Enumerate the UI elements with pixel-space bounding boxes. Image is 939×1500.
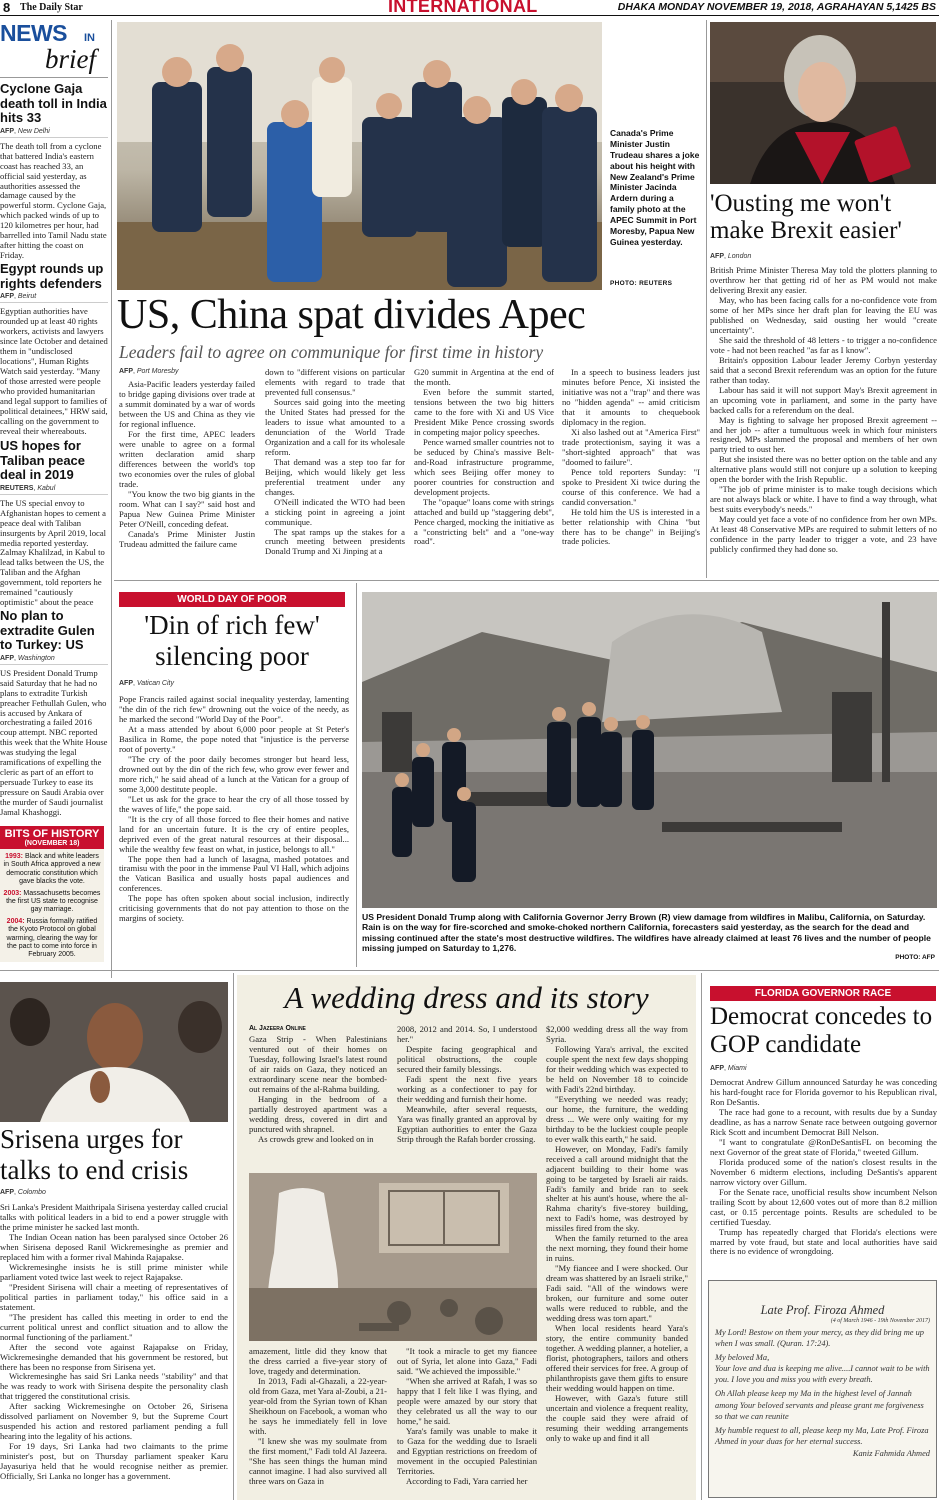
brief-title: Cyclone Gaja death toll in India hits 33 (0, 82, 107, 126)
brief-item (0, 262, 108, 439)
florida-byline: AFP, Miami (710, 1065, 747, 1072)
bits-of-history (0, 826, 104, 962)
wedding-bottom-col-2: "It took a miracle to get my fiancee out of Syria, let alone into Gaza," Fadi said. "We achieved the impossible." "When she arrived at Rafah, I was so happy that I felt like I was flying, and people were amazed by our story that they celebrated us all the way to our home," he said. Yara's family was unable to make it to Gaza for the wedding due to Israeli and Egyptian restrictions on freedom of movement in the occupied Palestinian Territories. According to Fadi, Yara carried her (397, 1347, 537, 1486)
wildfire-caption: US President Donald Trump along with California Governor Jerry Brown (R) view damage from wildfires in Malibu, California, on Saturday. Rain is on the way for fire-scorched and smoke-choked northern California, forecasters said yesterday, as the search for the dead and missing continued after the state's most destructive wildfires. The wildfires have already claimed at least 76 lives and the number of people missing jumped on Saturday to 1,276. (362, 912, 931, 954)
pope-byline: AFP, Vatican City (119, 680, 174, 687)
memorial-title: Late Prof. Firoza Ahmed (760, 1303, 885, 1317)
apec-col-3: G20 summit in Argentina at the end of the month. Even before the summit started, tensions between the two big hitters came to the fore with Xi and US Vice President Mike Pence crossing swords in competing major policy speeches. Pence warned smaller countries not to be seduced by China's massive Belt-and-Road infrastructure programme, which sees Beijing offer money to poorer countries for construction and development projects. The "opaque" loans come with strings attached and build up "staggering debt", Pence charged, mocking the initiative as a "constricting belt" and a "one-way road". (414, 368, 554, 547)
wedding-byline: Al Jazeera Online (249, 1025, 306, 1032)
brief-body: The death toll from a cyclone that battered India's eastern coast has reached 33, an official said yesterday, as authorities assessed the damage caused by the powerful storm. Cyclone Gaja, which packed winds of up to 120 kilometres per hour, had barrelled into Tamil Nadu state after hitting the coast on Friday. (0, 140, 107, 261)
pope-kicker: WORLD DAY OF POOR (119, 592, 345, 607)
brief-items (0, 82, 108, 824)
brief-body: The US special envoy to Afghanistan hopes to cement a peace deal with Taliban insurgents by April 2019, local media reported yesterday. Zalmay Khalilzad, in Kabul to lead talks between the US, the Taliban and the Afghan government, told reporters he remained "cautiously optimistic" about the peace (0, 497, 107, 608)
wedding-bottom-col-1: amazement, little did they know that the dress carried a five-year story of love, tragedy and determination. In 2013, Fadi al-Ghazali, a 22-year-old from Gaza, met Yara al-Zoubi, a 21-year-old from the Syrian town of Khan Sheikhoun on Facebook, a woman who he says he immediately fell in love with. "I knew she was my soulmate from the first moment," Fadi told Al Jazeera. "She has seen things the human mind cannot imagine. I had also survived all three wars on Gaza in (249, 1347, 387, 1486)
brief-item (0, 609, 108, 824)
apec-col-1: Asia-Pacific leaders yesterday failed to bridge gaping divisions over trade at a summit dominated by a war of words between the US and China as they vie for regional influence. For the first time, APEC leaders were unable to agree on a formal written declaration amid sharp differences between the world's top two economies over the rules of global trade. "You know the two big giants in the room. What can I say?" said host and Papua New Guinea Prime Minister Peter O'Neill, conceding defeat. Canada's Prime Minister Justin Trudeau admitted the failure came (119, 380, 255, 549)
wedding-col-3: $2,000 wedding dress all the way from Syria. Following Yara's arrival, the excited couple spent the next few days shopping for their wedding which was expected to be held on November 18 to coincide with Fadi's 22nd birthday. "Everything we needed was ready; our home, the furniture, the wedding dress ... We were only waiting for my birthday to be the luckiest couple people to ever walk this earth," he said. However, on Monday, Fadi's family received a call around midnight that the adjacent building to their home was going to be targeted by Israeli air raids. Fadi's family and bride ran to seek shelter at his aunt's house, where the al-Rahma charity's five-storey building, next to Fadi's home, was destroyed by missiles fired from the sky. When the family returned to the area the next morning, they found their home in ruins. "My fiancee and I were shocked. Our dream was shattered by an Israeli strike," Fadi said. "All of the windows were broken, our furniture and some outer walls were reduced to rubble, and the wedding dress was torn apart." When local residents heard Yara's story, the entire community banded together. A wedding planner, a hotelier, a florist, photographers, tailors and others offered their services for free. A group of philanthropists gave them gifts to ensure their wedding would happen on time. However, with Gaza's future still uncertain and violence a frequent reality, the couple said they were afraid of resuming their wedding arrangements only to wake up and find it all (546, 1025, 688, 1443)
florida-headline: Democrat concedes to GOP candidate (710, 1003, 933, 1058)
byline: AFP, Washington (0, 655, 108, 665)
history-header (0, 826, 104, 849)
sirisena-body: Sri Lanka's President Maithripala Sirisena yesterday called crucial talks with political leaders in a bid to end a power struggle with the prime minister he sacked last month. The Indian Ocean nation has been paralysed since October 26 when Sirisena deposed Ranil Wickremesinghe as premier and replaced him with a former rival Mahinda Rajapakse. Wickremesinghe insists he is still prime minister while parliament voted twice last week to reject Rajapakse. "President Sirisena will chair a meeting of representatives of political parties in parliament today," his office said in a statement. "The president has called this meeting in order to end the current political unrest and conflict situation and to allow the normal functioning of the parliament." After the second vote against Rajapakse on Friday, Wickremesinghe demanded that his government be restored, but there has been no response from Sirisena yet. Wickremesinghe has said Sri Lanka needs "stability" and that he was ready to work with Sirisena despite the personality clash that triggered the constitutional crisis. After sacking Wickremesinghe on October 26, Sirisena dissolved parliament on November 9, but the Supreme Court suspended his action and restored parliament pending a full hearing into the legality of his actions. For 19 days, Sri Lanka had two claimants to the prime minister's post, but on Thursday parliament speaker Karu Jayasuriya held that he would recognise neither as premier. Officially, Sri Lanka no longer has a government. (0, 1203, 228, 1482)
apec-col-2: down to "different visions on particular elements with regard to trade that prevented full consensus." Sources said going into the meeting the United States had pressed for the leaders to issue what amounted to a denunciation of the World Trade Organization and a call for its wholesale reform. That demand was a step too far for Beijing, which would likely get less preferential treatment under any changes. O'Neill indicated the WTO had been a sticking point in agreeing a joint communique. The spat ramps up the stakes for a crunch meeting between presidents Donald Trump and Xi Jinping at a (265, 368, 405, 557)
wildfire-photo (362, 592, 937, 908)
sirisena-photo-art (0, 982, 228, 1122)
masthead (0, 0, 939, 16)
apec-photo-art (117, 22, 602, 290)
memorial-notice (708, 1280, 937, 1498)
byline: AFP, Beirut (0, 293, 108, 303)
wedding-col-1: Gaza Strip - When Palestinians ventured out of their homes on Tuesday, following Israel's latest round of air raids on Gaza, they noticed an extraordinary scene near the bombed-out remains of the al-Rahma building. Hanging in the bedroom of a partially destroyed apartment was a wedding dress, covered in dirt and punctured with shrapnel. As crowds grew and looked on in (249, 1035, 387, 1144)
byline: AFP, New Delhi (0, 128, 108, 138)
brief-title: No plan to extradite Gulen to Turkey: US (0, 609, 95, 653)
memorial-line: My humble request to all, please keep my Ma, Late Prof. Firoza Ahmed in your duas for her eternal success. (715, 1425, 929, 1446)
memorial-line: Your love and dua is keeping me alive....I cannot wait to be with you. I love you and miss you with every breath. (715, 1364, 930, 1385)
apec-photo (117, 22, 602, 290)
may-photo-art (710, 22, 936, 184)
memorial-line: My beloved Ma, (715, 1353, 770, 1363)
history-list (0, 849, 104, 964)
memorial-line: My Lord! Bestow on them your mercy, as they did bring me up when I was small. (Quran. 17:24). (715, 1328, 924, 1349)
apec-photo-credit: PHOTO: REUTERS (610, 280, 673, 287)
brief-item (0, 439, 108, 609)
may-photo (710, 22, 936, 184)
brief-title: US hopes for Taliban peace deal in 2019 (0, 439, 86, 483)
memorial-dates: (4 of March 1946 - 19th November 2017) (830, 1318, 930, 1324)
wedding-col-2: 2008, 2012 and 2014. So, I understood her." Despite facing geographical and political obstructions, the couple secured their family blessings. Fadi spent the next five years working as a confectioner to pay for their wedding and furnish their home. Meanwhile, after several requests, Yara was finally granted an approval by Egyptian authorities to enter the Gaza Strip through the Rafah border crossing. (397, 1025, 537, 1144)
history-date: (NOVEMBER 18) (24, 840, 80, 847)
masthead-date: DHAKA MONDAY NOVEMBER 19, 2018, AGRAHAYAN 5,1425 BS (617, 1, 936, 13)
florida-body: Democrat Andrew Gillum announced Saturday he was conceding his hard-fought race for Florida governor to his Republican rival, Ron DeSantis. The race had gone to a recount, with results due by a Sunday deadline, as has a narrow Senate race between outgoing governor Rick Scott and incumbent Democrat Bill Nelson. "I want to congratulate @RonDeSantisFL on becoming the next Governor of the great state of Florida," tweeted Gillum. Florida produced some of the nation's closest results in the November 6 midterm elections, including DeSantis's apparent narrow victory over Gillum. For the Senate race, unofficial results show incumbent Nelson trailing Scott by about 12,600 votes out of more than 8.2 million cast, or 0.15 percentage points. Results are scheduled to be certified Tuesday. Trump has repeatedly charged that Florida's elections were marred by vote fraud, but state and local authorities have said there is no evidence of wrongdoing. (710, 1078, 937, 1257)
brief-body: US President Donald Trump said Saturday that he had no plans to extradite Turkish preacher Fethullah Gulen, who is accused by Ankara of orchestrating a failed 2016 coup attempt. NBC reported this week that the White House was studying the legal ramifications of expelling the cleric as part of an effort to persuade Turkey to ease its pressure on Saudi Arabia over the murder of Saudi journalist Jamal Khashoggi. (0, 667, 108, 818)
wildfire-photo-art (362, 592, 937, 908)
sirisena-headline: Srisena urges for talks to end crisis (0, 1124, 189, 1185)
wedding-story (237, 975, 696, 1500)
history-item: 2003: Massachusetts becomes the first US state to recognise gay marriage. (3, 889, 101, 914)
brexit-body: British Prime Minister Theresa May told the plotters planning to overthrow her that getting rid of her as PM would not make delivering Brexit any easier. May, who has been facing calls for a no-confidence vote from some of her MPs since her draft plan for leaving the EU was published on Wednesday, said ousting her would "create uncertainty". She said the threshold of 48 letters - to trigger a no-confidence vote - had not been reached "as far as I know". Britain's opposition Labour leader Jeremy Corbyn yesterday said that a second Brexit referendum was an option for the future rather than today. Labour has said it will not support May's Brexit agreement in an upcoming vote in parliament, and some in the party have backed calls for a referendum on the deal. May is fighting to salvage her proposed Brexit agreement -- and her job -- after a tumultuous week in which four ministers resigned, MPs slammed the proposal and members of her own party tried to oust her. But she insisted there was no better option on the table and any alternative plans would still not conjure up a solution to keeping open the border with the Irish Republic. "The job of prime minister is to make tough decisions which are not always black or white. I have to find a way through, what best suits everybody's needs." May could yet face a vote of no confidence from her own MPs. At least 48 Conservative MPs are required to submit letters of no confidence in the party leader to trigger a vote, and 23 have publicly confirmed they had done so. (710, 266, 937, 555)
brief-in-word: IN (84, 32, 95, 44)
section-title: INTERNATIONAL (388, 0, 538, 16)
brexit-headline: 'Ousting me won't make Brexit easier' (710, 190, 902, 244)
wildfire-photo-credit: PHOTO: AFP (892, 954, 935, 961)
apec-byline: AFP, Port Moresby (119, 368, 179, 375)
apec-photo-caption: Canada's Prime Minister Justin Trudeau shares a joke about his height with New Zealand's Prime Minister Jacinda Ardern during a family photo at the APEC Summit in Port Moresby, Papua New Guinea yesterday. (610, 128, 700, 247)
brief-news-word: NEWS (0, 20, 67, 46)
brief-title: Egypt rounds up rights defenders (0, 262, 104, 291)
wedding-dress-photo-art (249, 1173, 537, 1341)
memorial-line: Oh Allah please keep my Ma in the highest level of Jannah among Your beloved servants and please grant me forgiveness so that we can reunite (715, 1389, 924, 1421)
sirisena-byline: AFP, Colombo (0, 1189, 46, 1196)
news-in-brief (0, 20, 108, 980)
brief-brief-word: brief (45, 44, 96, 74)
masthead-paper: The Daily Star (20, 2, 83, 13)
apec-subheadline: Leaders fail to agree on communique for first time in history (119, 342, 544, 362)
memorial-signature: Kaniz Fahmida Ahmed (852, 1448, 930, 1458)
history-item: 1993: Black and white leaders in South Africa approved a new democratic constitution which gave blacks the vote. (3, 853, 101, 886)
brief-body: Egyptian authorities have rounded up at least 40 rights workers, activists and lawyers since late October and detained them in "undisclosed locations", Human Rights Watch said yesterday. "Many of those arrested were people who provided humanitarian and legal support to families of political detainees," HRW said, calling on the government to reveal their whereabouts. (0, 306, 108, 436)
apec-col-4: In a speech to business leaders just minutes before Pence, Xi insisted the initiative was not a "trap" and there was no "hidden agenda" -- amid criticism that it amounts to chequebook diplomacy in the region. Xi also lashed out at "America First" trade protectionism, saying it was a "short-sighted approach" that was "doomed to failure". Pence told reporters Sunday: "I spoke to President Xi twice during the course of this conference. We had a candid conversation." He told him the US is interested in a better relationship with China "but there has to be change" in Beijing's trade policies. (562, 368, 700, 547)
apec-headline: US, China spat divides Apec (117, 292, 586, 338)
pope-headline: 'Din of rich few' silencing poor (144, 610, 320, 671)
history-item: 2004: Russia formally ratified the Kyoto Protocol on global warming, clearing the way for the pact to come into force in February 2005. (6, 917, 98, 959)
history-title: BITS OF HISTORY (4, 828, 100, 840)
brexit-byline: AFP, London (710, 253, 752, 260)
wedding-headline: A wedding dress and its story (284, 980, 649, 1015)
brief-item (0, 82, 108, 262)
brief-header (0, 20, 108, 78)
page-number: 8 (3, 0, 11, 15)
florida-kicker: FLORIDA GOVERNOR RACE (710, 986, 936, 1001)
wedding-dress-photo (249, 1173, 537, 1341)
pope-body: Pope Francis railed against social inequality yesterday, lamenting "the din of the rich few" drowning out the voice of the needy, as he marked the second "World Day of the Poor". At a mass attended by about 6,000 poor people at St Peter's Basilica in Rome, the pope noted that "injustice is the perverse root of poverty." "The cry of the poor daily becomes stronger but heard less, drowned out by the din of the rich few, who grow ever fewer and more rich," he said ahead of a lunch at the Vatican for a group of some 3,000 destitute people. "Let us ask for the grace to hear the cry of all those tossed by the waves of life," the pope said. "It is the cry of all those forced to flee their homes and native land for an uncertain future. It is the cry of entire peoples, deprived even of the great natural resources at their disposal... while the wealthy few feast on what, in justice, belongs to all." The pope then had a lunch of lasagna, mashed potatoes and tiramisu with the poor in the immense Paul VI Hall, which adjoins the Vatican Basilica and usually hosts papal audiences and conferences. The pope has often spoken about social inclusion, indirectly criticising governments that do not pay attention to those on the margins of society. (119, 695, 349, 924)
byline: REUTERS, Kabul (0, 485, 108, 495)
sirisena-photo (0, 982, 228, 1122)
